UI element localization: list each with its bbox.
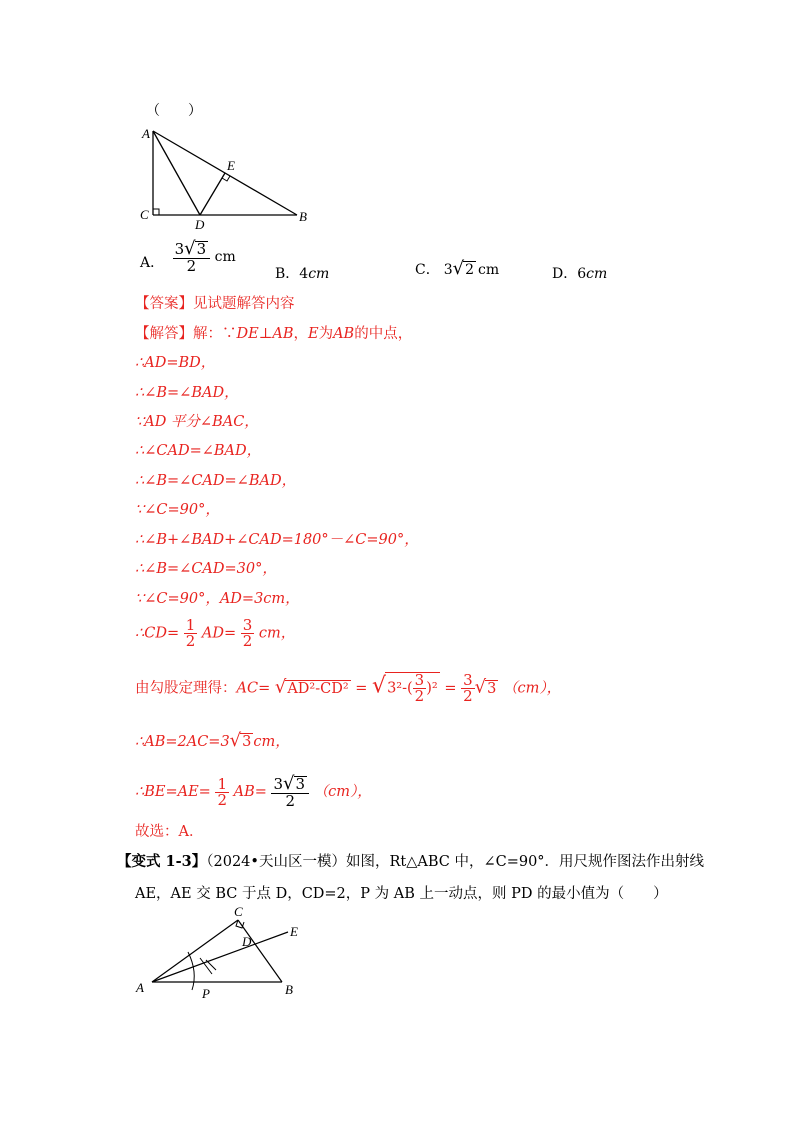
ray-ae [152, 932, 288, 982]
label-d: D [242, 934, 252, 949]
variant-question-line1: 【变式 1-3】（2024•天山区一模）如图，Rt△ABC 中，∠C=90°．用尺规作图法作出射线 [117, 853, 705, 870]
option-a-unit: cm [214, 249, 236, 265]
solution-tag: 【解答】 [135, 326, 193, 342]
solution-line: ∵AD 平分∠BAC， [135, 414, 259, 430]
label-c: C [140, 207, 149, 222]
option-c[interactable]: C． 3√2 cm [415, 258, 500, 279]
question-bracket: （ ） [146, 103, 202, 119]
label-e: E [227, 158, 235, 173]
compass-arc [188, 952, 194, 990]
label-d: D [195, 217, 205, 232]
answer-line [135, 292, 295, 313]
option-d[interactable]: D．6cm [552, 266, 608, 282]
right-angle-mark-c [236, 920, 244, 928]
solution-line: ∵∠C=90°， [135, 502, 220, 518]
label-p: P [202, 986, 210, 1001]
label-b: B [299, 209, 307, 224]
segment-ad [153, 131, 200, 215]
solution-line-intro: 【解答】解：∵DE⊥AB，E为AB的中点， [135, 326, 413, 342]
figure-triangle-abc-1 [135, 122, 325, 234]
option-a-fraction: $\frac{3√3}{2}$ [173, 240, 211, 274]
label-b: B [285, 982, 293, 997]
solution-line: ∴AD=BD， [135, 355, 216, 371]
option-b[interactable]: B．4cm [275, 266, 330, 282]
right-angle-mark-c [153, 209, 159, 215]
label-e: E [290, 924, 298, 939]
side-cb [238, 920, 282, 982]
variant-tag: 【变式 1-3】 [117, 853, 207, 870]
solution-line-ab: ∴AB=2AC=3√3 cm， [135, 730, 290, 751]
solution-line-be: ∴BE=AE= $\frac{1}{2}$ AB= $\frac{3√3}{2}$ （cm）， [135, 773, 372, 810]
solution-line-cd: ∴CD= $\frac{1}{2}$ AD= $\frac{3}{2}$ cm， [135, 616, 296, 650]
solution-line: ∵∠C=90°，AD=3cm， [135, 591, 300, 607]
intersection-mark [200, 958, 216, 974]
figure-triangle-abc-2 [130, 902, 310, 1002]
variant-question-line2: AE，AE 交 BC 于点 D，CD=2，P 为 AB 上一动点，则 PD 的最小值为（ ） [135, 886, 668, 902]
label-a: A [136, 980, 144, 995]
label-a: A [142, 126, 150, 141]
option-a[interactable] [140, 240, 236, 274]
answer-tag: 【答案】 [135, 296, 193, 312]
option-a-letter: A． [140, 255, 165, 271]
solution-line: ∴∠B=∠CAD=30°， [135, 561, 277, 577]
solution-line: ∴∠CAD=∠BAD， [135, 443, 262, 459]
solution-line: ∴∠B=∠CAD=∠BAD， [135, 473, 297, 489]
solution-line-ac: 由勾股定理得：AC= √AD²-CD² = √3²-( $\frac{3}{2}$ )² = $\frac{3}{2}$ √3 （cm）， [135, 671, 562, 705]
side-ac [152, 920, 238, 982]
segment-de [200, 173, 225, 215]
solution-line: ∴∠B+∠BAD+∠CAD=180°－∠C=90°， [135, 532, 419, 548]
answer-text: 见试题解答内容 [193, 296, 295, 312]
solution-line: ∴∠B=∠BAD， [135, 385, 239, 401]
solution-final: 故选：A． [135, 824, 204, 840]
label-c: C [234, 904, 243, 919]
